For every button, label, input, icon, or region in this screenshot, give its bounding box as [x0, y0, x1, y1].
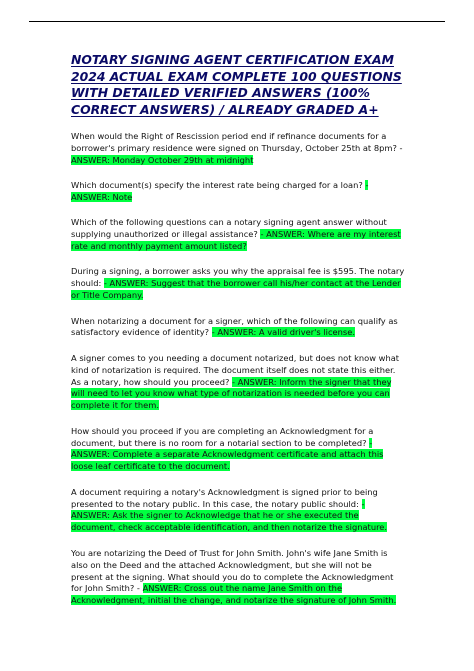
qa-item-4 [71, 266, 405, 302]
document-title: NOTARY SIGNING AGENT CERTIFICATION EXAM 2024 ACTUAL EXAM COMPLETE 100 QUESTIONS WITH DETAILED VERIFIED ANSWERS (100% CORRECT ANSWERS) / ALREADY GRADED A+ [71, 52, 402, 117]
answer-highlight: - ANSWER: Inform the signer that they will need to let you know what type of notarization is needed before you can complete it for them. [71, 376, 392, 411]
qa-item-3 [71, 217, 405, 253]
answer-highlight: - ANSWER: Complete a separate Acknowledgment certificate and attach this loose leaf certificate to the document. [71, 437, 384, 472]
question-text: A signer comes to you needing a document notarized, but does not know what kind of notarization is required. The document itself does not state this either. As a notary, how should you proceed? [71, 352, 400, 387]
question-text: How should you proceed if you are completing an Acknowledgment for a document, but there is no room for a notarial section to be completed? [71, 425, 374, 448]
question-text: A document requiring a notary's Acknowledgment is signed prior to being presented to the notary public. In this case, the notary public should: [71, 486, 378, 509]
qa-item-2 [71, 180, 405, 204]
qa-item-5 [71, 316, 405, 340]
qa-item-7 [71, 426, 405, 474]
question-text: During a signing, a borrower asks you why the appraisal fee is $595. The notary should: [71, 266, 405, 289]
question-text: Which of the following questions can a notary signing agent answer without supplying unauthorized or illegal assistance? [71, 217, 387, 240]
question-text: When notarizing a document for a signer, which of the following can qualify as satisfactory evidence of identity? [71, 315, 398, 338]
question-text: When would the Right of Rescission period end if refinance documents for a borrower's primary residence were signed on Thursday, October 25th at 8pm? - [71, 131, 403, 153]
answer-highlight: ANSWER: Cross out the name Jane Smith on the Acknowledgment, initial the change, and notarize the signature of John Smith. [71, 583, 397, 606]
document-body [71, 52, 405, 621]
answer-highlight: - ANSWER: Where are my interest rate and monthly payment amount listed? [71, 229, 401, 252]
answer-highlight: ANSWER: Monday October 29th at midnight [71, 154, 254, 165]
qa-item-8 [71, 487, 405, 535]
answer-highlight: - ANSWER: A valid driver's license. [211, 327, 355, 338]
page-top-rule [29, 21, 445, 22]
answer-highlight: - ANSWER: Ask the signer to Acknowledge that he or she executed the document, check acceptable identification, and then notarize the signature. [71, 498, 388, 533]
qa-item-6 [71, 353, 405, 413]
question-text: Which document(s) specify the interest rate being charged for a loan? [71, 180, 366, 191]
answer-highlight: - ANSWER: Suggest that the borrower call his/her contact at the Lender or Title Company. [71, 278, 401, 301]
question-text: You are notarizing the Deed of Trust for John Smith. John's wife Jane Smith is also on the Deed and the attached Acknowledgment, but she will not be present at the signing. What should you do to complete the Acknowledgment for John Smith? - [71, 547, 394, 594]
answer-highlight: - ANSWER: Note [71, 180, 369, 203]
qa-item-1 [71, 131, 405, 167]
qa-item-9 [71, 548, 405, 608]
